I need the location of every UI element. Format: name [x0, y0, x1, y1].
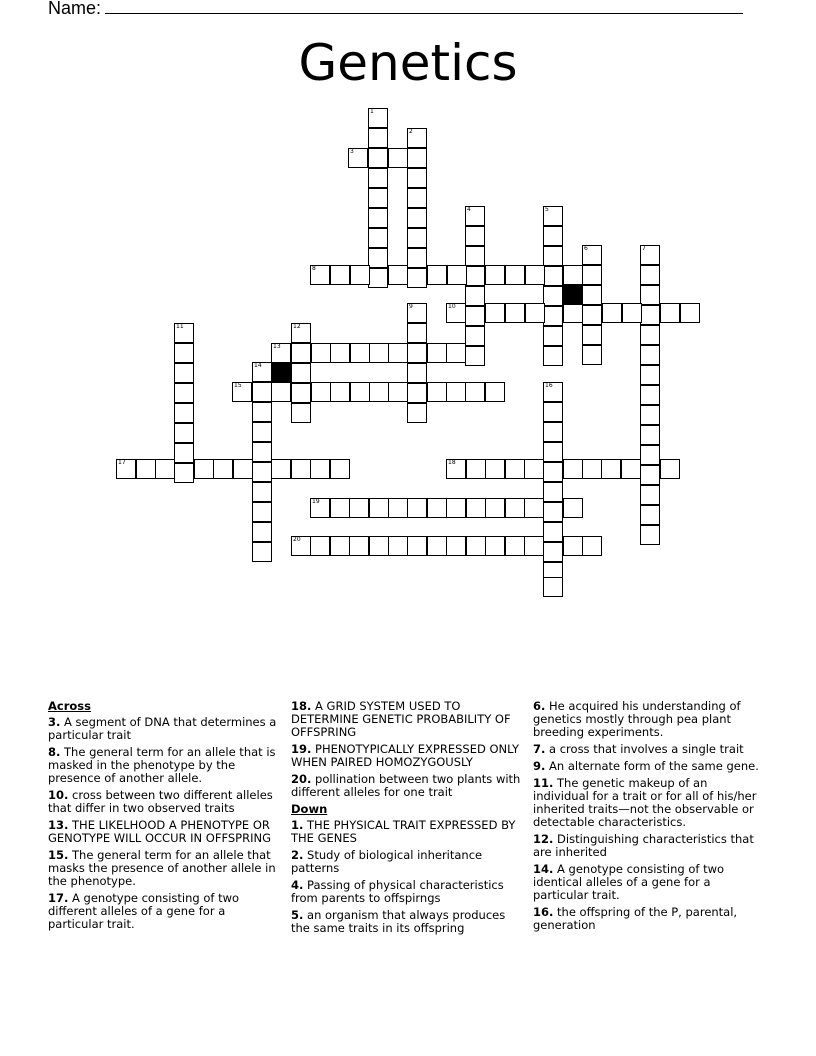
clue	[533, 833, 765, 859]
clue-number: 19.	[291, 742, 312, 756]
clue	[291, 819, 523, 845]
clue-text: THE PHYSICAL TRAIT EXPRESSED BY THE GENES	[291, 818, 516, 845]
crossword-cell[interactable]	[330, 536, 350, 556]
clue-number: 11.	[533, 776, 554, 790]
clue	[48, 789, 280, 815]
crossword-cell[interactable]	[543, 502, 563, 522]
clue-text: pollination between two plants with different alleles for one trait	[291, 772, 521, 799]
crossword-cell[interactable]	[485, 536, 505, 556]
down-header: Down	[291, 802, 328, 816]
crossword-cell[interactable]	[485, 459, 505, 479]
crossword-cell[interactable]	[252, 382, 272, 402]
clue-text: Distinguishing characteristics that are inherited	[533, 832, 754, 859]
crossword-cell[interactable]	[174, 463, 194, 483]
clue-number: 1	[370, 108, 374, 115]
crossword-cell[interactable]	[330, 459, 350, 479]
crossword-cell[interactable]	[369, 536, 389, 556]
clue-text: the offspring of the P, parental, generation	[533, 905, 738, 932]
clue	[533, 700, 765, 739]
crossword-cell[interactable]	[271, 382, 291, 402]
crossword-cell[interactable]	[466, 498, 486, 518]
clue-number: 2	[409, 128, 413, 135]
crossword-cell[interactable]	[640, 285, 660, 305]
crossword-cell[interactable]	[640, 265, 660, 285]
crossword-cell[interactable]	[582, 265, 602, 285]
clue-number: 17.	[48, 891, 69, 905]
clue	[291, 879, 523, 905]
crossword-cell[interactable]	[543, 522, 563, 542]
crossword-cell[interactable]	[543, 442, 563, 462]
clue-number: 8.	[48, 745, 61, 759]
crossword-cell[interactable]	[348, 148, 368, 168]
crossword-cell[interactable]	[388, 148, 408, 168]
crossword-cell[interactable]	[543, 266, 563, 286]
crossword-cell[interactable]	[466, 536, 486, 556]
clue-text: The general term for an allele that masks the presence of another allele in the phenotype.	[48, 848, 276, 888]
crossword-cell[interactable]	[407, 403, 427, 423]
clue-number: 10.	[48, 788, 69, 802]
clue-number: 3	[350, 148, 354, 155]
crossword-cell[interactable]	[640, 445, 660, 465]
clue-text: Study of biological inheritance patterns	[291, 848, 483, 875]
crossword-cell[interactable]	[174, 423, 194, 443]
crossword-cell[interactable]	[407, 268, 427, 288]
crossword-cell[interactable]	[233, 459, 253, 479]
clue-number: 9.	[533, 759, 546, 773]
crossword-cell[interactable]	[252, 362, 272, 382]
clue-text: He acquired his understanding of genetics mostly through pea plant breeding experiments.	[533, 699, 741, 739]
crossword-cell[interactable]	[291, 363, 311, 383]
crossword-cell[interactable]	[291, 536, 311, 556]
crossword-cell[interactable]	[465, 286, 485, 306]
crossword-cell[interactable]	[446, 382, 466, 402]
crossword-cell[interactable]	[465, 346, 485, 366]
crossword-cell[interactable]	[601, 459, 621, 479]
crossword-cell[interactable]	[155, 459, 175, 479]
crossword-cell[interactable]	[446, 459, 466, 479]
crossword-cell[interactable]	[291, 459, 311, 479]
crossword-cell[interactable]	[543, 482, 563, 502]
clues-column-3	[533, 700, 765, 936]
clue-text: An alternate form of the same gene.	[545, 759, 759, 773]
clue-number: 7	[642, 245, 646, 252]
clue	[48, 746, 280, 785]
clue-text: The general term for an allele that is masked in the phenotype by the presence of another allele.	[48, 745, 276, 785]
crossword-cell[interactable]	[563, 265, 583, 285]
crossword-cell[interactable]	[485, 498, 505, 518]
crossword-cell[interactable]	[291, 383, 311, 403]
clue-text: cross between two different alleles that differ in two observed traits	[48, 788, 273, 815]
clue-number: 3.	[48, 715, 61, 729]
crossword-cell[interactable]	[368, 188, 388, 208]
crossword-cell[interactable]	[505, 498, 525, 518]
crossword-cell[interactable]	[582, 459, 602, 479]
crossword-cell[interactable]	[640, 385, 660, 405]
crossword-cell[interactable]	[369, 498, 389, 518]
crossword-cell[interactable]	[640, 365, 660, 385]
crossword-cell[interactable]	[543, 286, 563, 306]
crossword-cell[interactable]	[388, 343, 408, 363]
crossword-cell[interactable]	[563, 536, 583, 556]
clue-number: 18	[448, 459, 456, 466]
crossword-cell[interactable]	[252, 522, 272, 542]
crossword-cell[interactable]	[563, 303, 583, 323]
crossword-cell[interactable]	[582, 305, 602, 325]
page-title: Genetics	[298, 34, 518, 92]
crossword-cell[interactable]	[640, 245, 660, 265]
crossword-cell[interactable]	[407, 498, 427, 518]
clue-number: 17	[118, 459, 126, 466]
crossword-cell[interactable]	[350, 382, 370, 402]
clue-text: The genetic makeup of an individual for a trait or for all of his/her inherited traits—not the observable or detectable characteristics.	[533, 776, 757, 829]
crossword-cell[interactable]	[427, 343, 447, 363]
crossword-cell[interactable]	[621, 459, 641, 479]
clue-number: 1.	[291, 818, 304, 832]
crossword-cell[interactable]	[407, 128, 427, 148]
clue	[533, 863, 765, 902]
crossword-cell[interactable]	[174, 343, 194, 363]
across-header: Across	[48, 699, 91, 713]
clue-number: 7.	[533, 742, 546, 756]
crossword-cell[interactable]	[330, 343, 350, 363]
clue-number: 6	[584, 245, 588, 252]
down-clue-list	[291, 819, 523, 935]
crossword-cell[interactable]	[543, 542, 563, 562]
crossword-cell[interactable]	[485, 303, 505, 323]
crossword-cell[interactable]	[465, 326, 485, 346]
crossword-cell[interactable]	[465, 246, 485, 266]
clue-text: THE LIKELHOOD A PHENOTYPE OR GENOTYPE WILL OCCUR IN OFFSPRING	[48, 818, 272, 845]
crossword-cell[interactable]	[582, 245, 602, 265]
crossword-cell[interactable]	[330, 382, 350, 402]
crossword-cell[interactable]	[271, 343, 291, 363]
crossword-cell[interactable]	[543, 226, 563, 246]
crossword-cell[interactable]	[310, 459, 330, 479]
crossword-cell[interactable]	[368, 108, 388, 128]
crossword-cell[interactable]	[311, 343, 331, 363]
crossword-cell[interactable]	[524, 498, 544, 518]
crossword-cell[interactable]	[407, 363, 427, 383]
crossword-cell[interactable]	[427, 536, 447, 556]
crossword-cell[interactable]	[311, 382, 331, 402]
crossword-cell[interactable]	[407, 536, 427, 556]
clue	[48, 892, 280, 931]
crossword-cell[interactable]	[388, 498, 408, 518]
crossword-cell[interactable]	[466, 459, 486, 479]
crossword-cell[interactable]	[582, 345, 602, 365]
clue-text: A GRID SYSTEM USED TO DETERMINE GENETIC PROBABILITY OF OFFSPRING	[291, 699, 511, 739]
crossword-cell[interactable]	[465, 226, 485, 246]
crossword-cell[interactable]	[252, 442, 272, 462]
crossword-cell[interactable]	[485, 265, 505, 285]
clues-column-2	[291, 700, 523, 939]
clue-number: 12.	[533, 832, 554, 846]
clue-number: 5	[545, 206, 549, 213]
crossword-cell[interactable]	[368, 148, 388, 168]
clue-number: 8	[312, 265, 316, 272]
crossword-cell[interactable]	[640, 505, 660, 525]
clue	[533, 906, 765, 932]
crossword-cell[interactable]	[427, 382, 447, 402]
crossword-cell[interactable]	[174, 363, 194, 383]
crossword-cell[interactable]	[640, 485, 660, 505]
crossword-cell[interactable]	[369, 382, 389, 402]
crossword-cell[interactable]	[350, 343, 370, 363]
crossword-cell[interactable]	[368, 268, 388, 288]
black-square	[271, 362, 291, 382]
crossword-cell[interactable]	[563, 459, 583, 479]
crossword-cell[interactable]	[368, 228, 388, 248]
clue-text: A genotype consisting of two identical alleles of a gene for a particular trait.	[533, 862, 725, 902]
crossword-cell[interactable]	[368, 248, 388, 268]
crossword-cell[interactable]	[505, 459, 525, 479]
crossword-cell[interactable]	[543, 206, 563, 226]
clue-text: Passing of physical characteristics from parents to offspirngs	[291, 878, 504, 905]
clue-number: 15.	[48, 848, 69, 862]
crossword-cell[interactable]	[174, 323, 194, 343]
crossword-cell[interactable]	[427, 498, 447, 518]
crossword-cell[interactable]	[407, 188, 427, 208]
clue-text: PHENOTYPICALLY EXPRESSED ONLY WHEN PAIRED HOMOZYGOUSLY	[291, 742, 520, 769]
clue-number: 16.	[533, 905, 554, 919]
clue-number: 10	[448, 303, 456, 310]
crossword-cell[interactable]	[407, 323, 427, 343]
crossword-cell[interactable]	[505, 265, 525, 285]
clue-number: 11	[176, 323, 184, 330]
crossword-cell[interactable]	[368, 168, 388, 188]
crossword-cell[interactable]	[505, 303, 525, 323]
crossword-cell[interactable]	[543, 577, 563, 597]
clue-text: a cross that involves a single trait	[545, 742, 744, 756]
crossword-cell[interactable]	[543, 382, 563, 402]
clue	[291, 849, 523, 875]
crossword-cell[interactable]	[640, 405, 660, 425]
crossword-cell[interactable]	[252, 482, 272, 502]
clue-number: 19	[312, 498, 320, 505]
across-clue-list-continued	[291, 700, 523, 799]
clue-number: 9	[409, 303, 413, 310]
crossword-cell[interactable]	[563, 498, 583, 518]
crossword-cell[interactable]	[368, 208, 388, 228]
crossword-cell[interactable]	[582, 285, 602, 305]
crossword-cell[interactable]	[369, 343, 389, 363]
crossword-cell[interactable]	[640, 305, 660, 325]
crossword-cell[interactable]	[407, 208, 427, 228]
crossword-cell[interactable]	[252, 502, 272, 522]
name-label: Name:	[48, 0, 102, 18]
crossword-cell[interactable]	[252, 422, 272, 442]
crossword-cell[interactable]	[465, 306, 485, 326]
clue-number: 4.	[291, 878, 304, 892]
crossword-cell[interactable]	[543, 422, 563, 442]
clue	[533, 760, 765, 773]
clue-number: 14	[254, 362, 262, 369]
crossword-cell[interactable]	[640, 345, 660, 365]
crossword-cell[interactable]	[465, 266, 485, 286]
crossword-cell[interactable]	[640, 525, 660, 545]
crossword-cell[interactable]	[174, 443, 194, 463]
crossword-cell[interactable]	[465, 382, 485, 402]
clue-number: 6.	[533, 699, 546, 713]
crossword-cell[interactable]	[388, 536, 408, 556]
crossword-cell[interactable]	[174, 383, 194, 403]
crossword-cell[interactable]	[136, 459, 156, 479]
clue	[291, 743, 523, 769]
crossword-cell[interactable]	[213, 459, 233, 479]
down-clue-list-continued	[533, 700, 765, 932]
clue	[48, 819, 280, 845]
crossword-cell[interactable]	[407, 343, 427, 363]
clue	[291, 773, 523, 799]
clue	[48, 849, 280, 888]
crossword-cell[interactable]	[407, 248, 427, 268]
clues-column-1	[48, 700, 280, 935]
crossword-cell[interactable]	[174, 403, 194, 423]
crossword-cell[interactable]	[310, 265, 330, 285]
crossword-cell[interactable]	[368, 128, 388, 148]
crossword-cell[interactable]	[310, 536, 330, 556]
crossword-cell[interactable]	[622, 303, 642, 323]
crossword-cell[interactable]	[582, 325, 602, 345]
clue-number: 13	[273, 343, 281, 350]
crossword-cell[interactable]	[447, 265, 467, 285]
crossword-cell[interactable]	[446, 498, 466, 518]
crossword-cell[interactable]	[291, 343, 311, 363]
clue-text: A genotype consisting of two different alleles of a gene for a particular trait.	[48, 891, 240, 931]
clue-number: 16	[545, 382, 553, 389]
crossword-cell[interactable]	[524, 536, 544, 556]
crossword-cell[interactable]	[271, 459, 291, 479]
clue-number: 5.	[291, 908, 304, 922]
crossword-cell[interactable]	[349, 498, 369, 518]
crossword-cell[interactable]	[602, 303, 622, 323]
clue	[291, 700, 523, 739]
crossword-cell[interactable]	[310, 498, 330, 518]
crossword-cell[interactable]	[194, 459, 214, 479]
crossword-cell[interactable]	[505, 536, 525, 556]
crossword-cell[interactable]	[291, 403, 311, 423]
crossword-cell[interactable]	[232, 382, 252, 402]
crossword-cell[interactable]	[543, 306, 563, 326]
clue-number: 4	[467, 206, 471, 213]
crossword-cell[interactable]	[660, 459, 680, 479]
crossword-cell[interactable]	[407, 383, 427, 403]
crossword-cell[interactable]	[291, 323, 311, 343]
crossword-cell[interactable]	[330, 498, 350, 518]
crossword-cell[interactable]	[660, 303, 680, 323]
crossword-cell[interactable]	[582, 536, 602, 556]
crossword-cell[interactable]	[680, 303, 700, 323]
clue	[291, 909, 523, 935]
crossword-cell[interactable]	[252, 402, 272, 422]
clue-text: an organism that always produces the same traits in its offspring	[291, 908, 506, 935]
crossword-cell[interactable]	[640, 325, 660, 345]
crossword-cell[interactable]	[330, 265, 350, 285]
clue-number: 20.	[291, 772, 312, 786]
crossword-cell[interactable]	[446, 343, 466, 363]
crossword-cell[interactable]	[388, 265, 408, 285]
crossword-cell[interactable]	[525, 265, 545, 285]
crossword-cell[interactable]	[446, 303, 466, 323]
crossword-cell[interactable]	[640, 425, 660, 445]
clue	[48, 716, 280, 742]
crossword-cell[interactable]	[543, 326, 563, 346]
crossword-cell[interactable]	[446, 536, 466, 556]
across-clue-list	[48, 716, 280, 931]
crossword-cell[interactable]	[252, 462, 272, 482]
crossword-cell[interactable]	[388, 382, 408, 402]
black-square	[563, 285, 583, 305]
clue-number: 15	[234, 382, 242, 389]
clue	[533, 743, 765, 756]
crossword-cell[interactable]	[465, 206, 485, 226]
crossword-cell[interactable]	[543, 462, 563, 482]
crossword-cell[interactable]	[407, 168, 427, 188]
crossword-cell[interactable]	[116, 459, 136, 479]
crossword-cell[interactable]	[524, 459, 544, 479]
clue-number: 13.	[48, 818, 69, 832]
clue-number: 14.	[533, 862, 554, 876]
clue-number: 12	[293, 323, 301, 330]
crossword-cell[interactable]	[427, 265, 447, 285]
crossword-cell[interactable]	[543, 246, 563, 266]
crossword-cell[interactable]	[525, 303, 545, 323]
crossword-cell[interactable]	[350, 265, 370, 285]
crossword-cell[interactable]	[349, 536, 369, 556]
crossword-cell[interactable]	[543, 402, 563, 422]
clue	[533, 777, 765, 829]
crossword-cell[interactable]	[252, 542, 272, 562]
clue-number: 2.	[291, 848, 304, 862]
crossword-cell[interactable]	[407, 303, 427, 323]
crossword-cell[interactable]	[407, 148, 427, 168]
clue-number: 18.	[291, 699, 312, 713]
clue-number: 20	[293, 536, 301, 543]
crossword-cell[interactable]	[407, 228, 427, 248]
crossword-cell[interactable]	[543, 346, 563, 366]
clue-text: A segment of DNA that determines a particular trait	[48, 715, 277, 742]
crossword-cell[interactable]	[640, 465, 660, 485]
crossword-cell[interactable]	[485, 382, 505, 402]
